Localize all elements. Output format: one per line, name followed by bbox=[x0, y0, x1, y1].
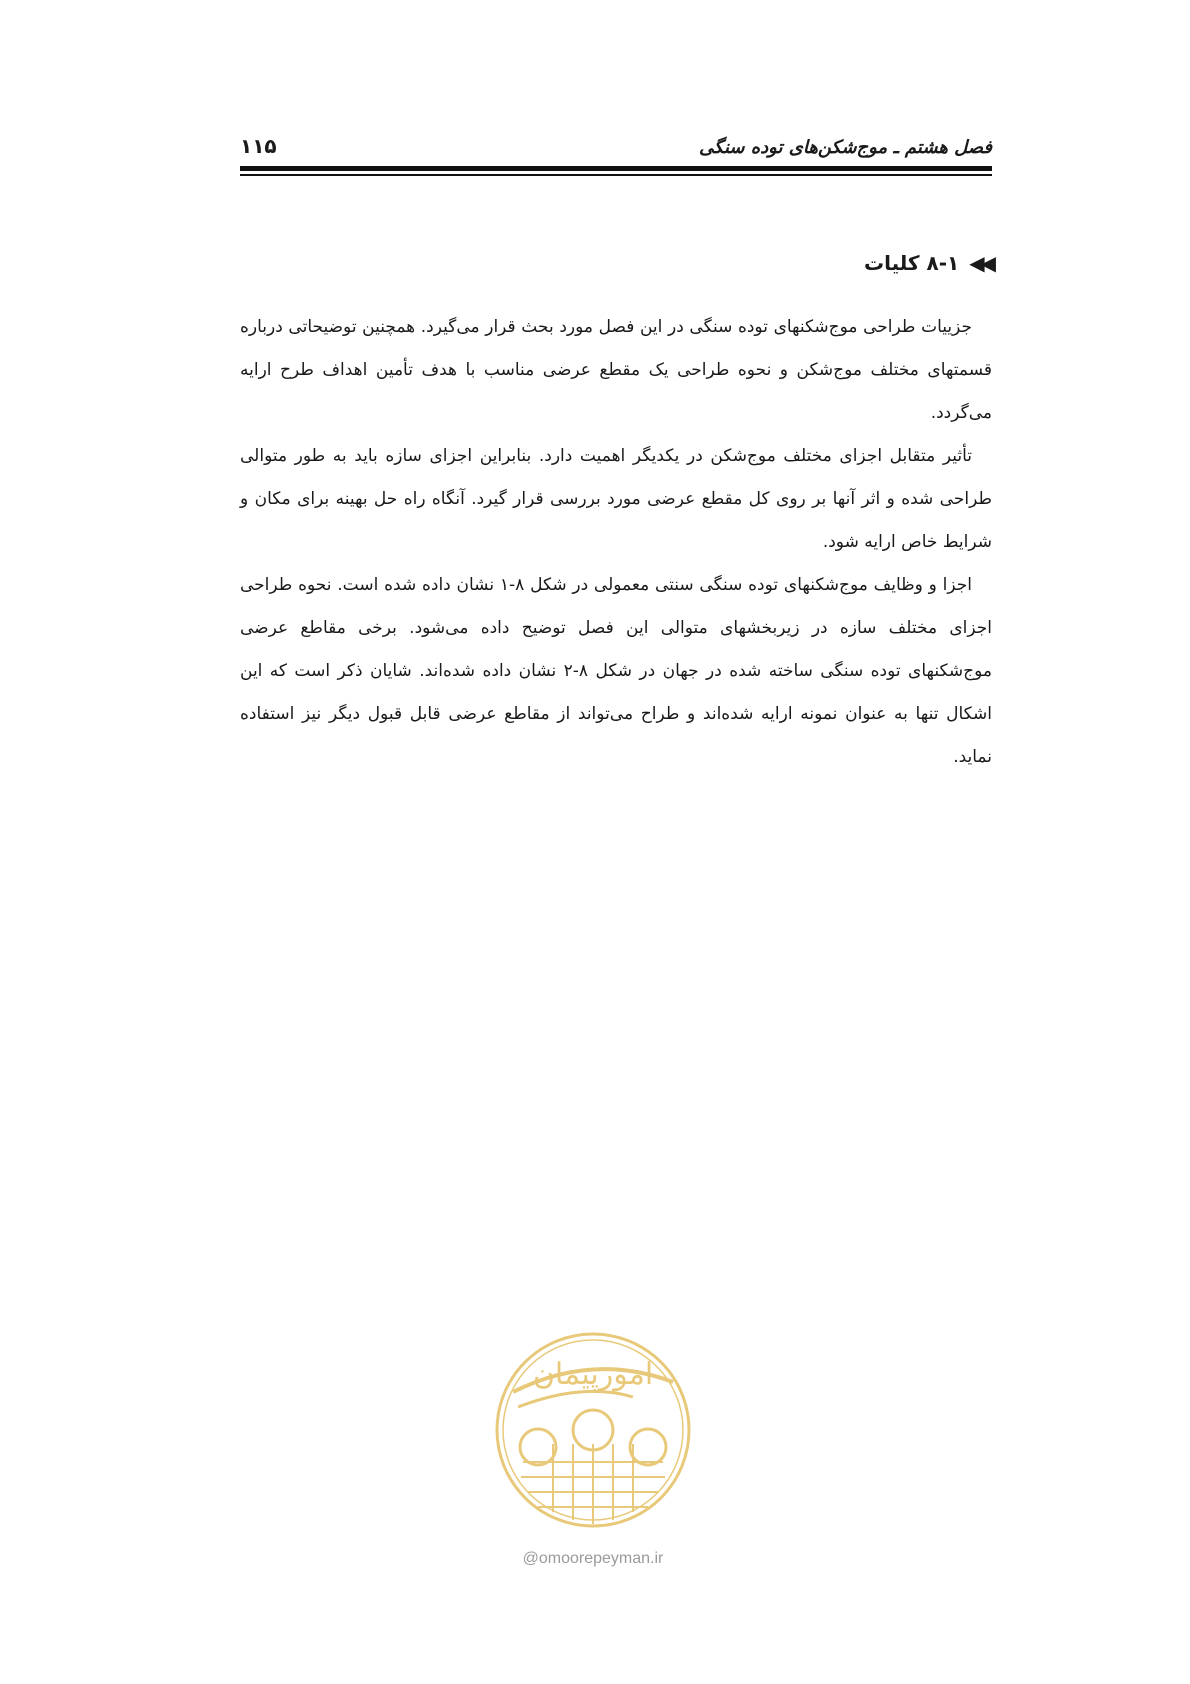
body-text bbox=[240, 306, 992, 779]
header-rule-thick bbox=[240, 166, 992, 171]
watermark-logo-text: امورپیمان bbox=[532, 1357, 654, 1392]
section-title: ۸-۱ کلیات bbox=[863, 251, 960, 275]
page-number: ۱۱۵ bbox=[240, 134, 277, 158]
paragraph: اجزا و وظایف موج‌شکنهای توده سنگی سنتی معمولی در شکل ۸-۱ نشان داده شده است. نحوه طراحی اجزای مختلف سازه در زیربخشهای متوالی این فصل توضیح داده می‌شود. برخی مقاطع عرضی موج‌شکنهای توده سنگی ساخته شده در جهان در شکل ۸-۲ نشان داده شده‌اند. شایان ذکر است که این اشکال تنها به عنوان نمونه ارایه شده‌اند و طراح می‌تواند از مقاطع عرضی قابل قبول دیگر نیز استفاده نماید. bbox=[240, 575, 992, 767]
watermark-logo bbox=[493, 1312, 693, 1562]
section-heading bbox=[864, 251, 992, 275]
watermark-url: @omoorepeyman.ir bbox=[522, 1550, 664, 1567]
paragraph: تأثیر متقابل اجزای مختلف موج‌شکن در یکدیگر اهمیت دارد. بنابراین اجزای سازه باید به طور متوالی طراحی شده و اثر آنها بر روی کل مقطع عرضی مورد بررسی قرار گیرد. آنگاه راه حل بهینه برای مکان و شرایط خاص ارایه شود. bbox=[240, 446, 992, 552]
double-arrow-icon: ◀◀ bbox=[969, 251, 992, 275]
page-header bbox=[240, 128, 992, 158]
paragraph: جزییات طراحی موج‌شکنهای توده سنگی در این فصل مورد بحث قرار می‌گیرد. همچنین توضیحاتی درباره قسمتهای مختلف موج‌شکن و نحوه طراحی یک مقطع عرضی مناسب با هدف تأمین اهداف طرح ارایه می‌گردد. bbox=[240, 317, 992, 423]
running-title: فصل هشتم ـ موج‌شکن‌های توده سنگی bbox=[699, 137, 992, 158]
header-rule-thin bbox=[240, 174, 992, 176]
